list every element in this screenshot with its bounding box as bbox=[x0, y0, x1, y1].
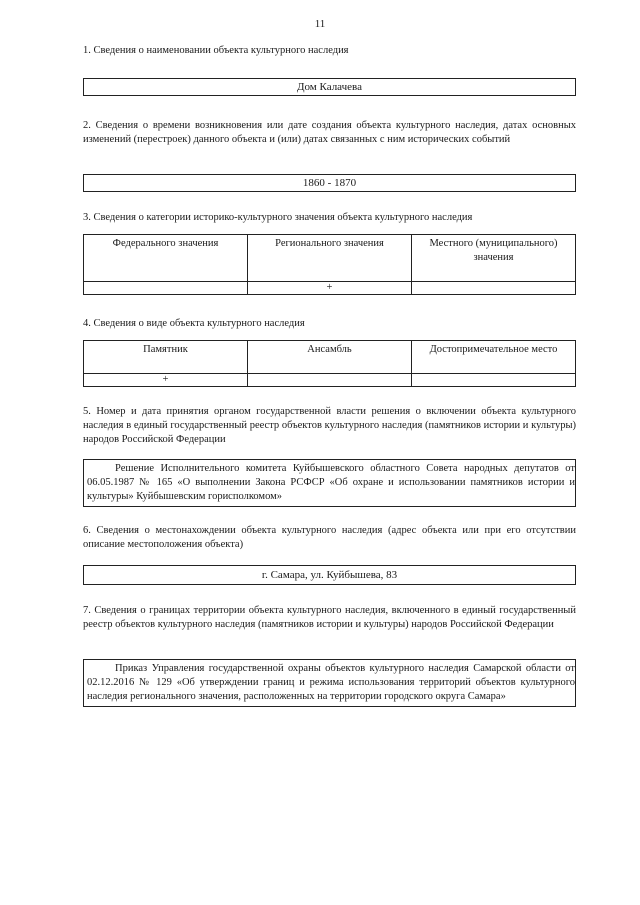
section-2-heading: 2. Сведения о времени возникновения или дате создания объекта культурного наследия, датах основных изменений (перестроек) данного объекта и (или) датах связанных с ним исторических событий bbox=[83, 120, 576, 145]
location-field: г. Самара, ул. Куйбышева, 83 bbox=[83, 565, 576, 585]
category-regional-mark: + bbox=[248, 282, 412, 295]
type-landmark-header: Достопримечательное место bbox=[412, 341, 576, 374]
type-monument-mark: + bbox=[84, 374, 248, 387]
registry-decision-field: Решение Исполнительного комитета Куйбышевского областного Совета народных депутатов от 06.05.1987 № 165 «О выполнении Закона РСФСР «Об охране и использовании памятников истории и культуры» Куйбышевским горисполкомом» bbox=[83, 459, 576, 507]
category-header-row bbox=[84, 235, 576, 282]
category-federal-mark bbox=[84, 282, 248, 295]
type-mark-row bbox=[84, 374, 576, 387]
type-table bbox=[83, 340, 576, 387]
type-monument-header: Памятник bbox=[84, 341, 248, 374]
section-3-heading: 3. Сведения о категории историко-культурного значения объекта культурного наследия bbox=[83, 212, 473, 223]
object-name-field: Дом Калачева bbox=[83, 78, 576, 96]
category-table bbox=[83, 234, 576, 295]
section-4-heading: 4. Сведения о виде объекта культурного наследия bbox=[83, 318, 305, 329]
type-landmark-mark bbox=[412, 374, 576, 387]
type-ensemble-mark bbox=[248, 374, 412, 387]
section-1-heading: 1. Сведения о наименовании объекта культурного наследия bbox=[83, 45, 349, 56]
category-local-header: Местного (муниципального) значения bbox=[412, 235, 576, 282]
page-number: 11 bbox=[314, 18, 326, 30]
creation-date-field: 1860 - 1870 bbox=[83, 174, 576, 192]
section-7-heading: 7. Сведения о границах территории объекта культурного наследия, включенного в единый государственный реестр объектов культурного наследия (памятников истории и культуры) народов Российской Федерации bbox=[83, 605, 576, 630]
section-5-heading: 5. Номер и дата принятия органом государственной власти решения о включении объекта культурного наследия в единый государственный реестр объектов культурного наследия (памятников истории и культуры) народов Российской Федерации bbox=[83, 406, 576, 445]
section-6-heading: 6. Сведения о местонахождении объекта культурного наследия (адрес объекта или при его отсутствии описание местоположения объекта) bbox=[83, 525, 576, 550]
type-ensemble-header: Ансамбль bbox=[248, 341, 412, 374]
territory-boundaries-field: Приказ Управления государственной охраны объектов культурного наследия Самарской области от 02.12.2016 № 129 «Об утверждении границ и режима использования территорий объектов культурного наследия регионального значения, расположенных на территории городского округа Самара» bbox=[83, 659, 576, 707]
category-mark-row bbox=[84, 282, 576, 295]
category-federal-header: Федерального значения bbox=[84, 235, 248, 282]
category-regional-header: Регионального значения bbox=[248, 235, 412, 282]
type-header-row bbox=[84, 341, 576, 374]
category-local-mark bbox=[412, 282, 576, 295]
